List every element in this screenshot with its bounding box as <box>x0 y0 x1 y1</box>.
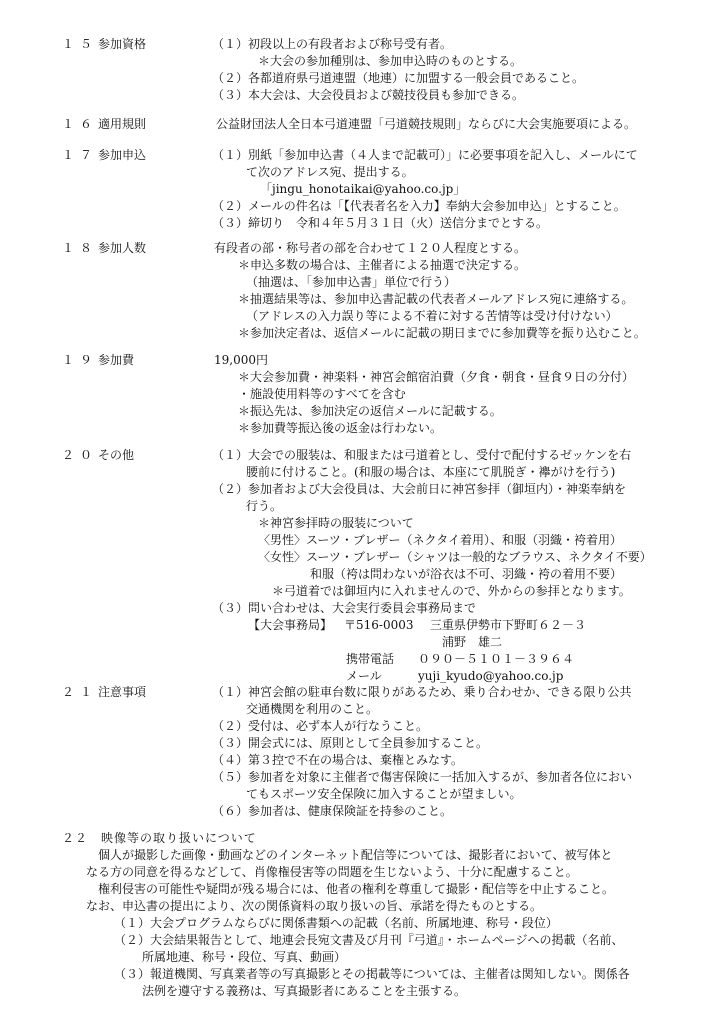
body-line: て次のアドレス宛、提出する。 <box>246 165 414 179</box>
body-line: 〈男性〉スーツ・ブレザー（ネクタイ着用）、和服（羽織・袴着用） <box>258 533 622 547</box>
body-line: （３）開会式には、原則として全員参加すること。 <box>212 736 489 750</box>
section-heading: 注意事項 <box>98 685 147 699</box>
section-heading: 参加申込 <box>98 148 147 162</box>
contact-mail-row <box>212 668 672 685</box>
section-heading: 参加費 <box>98 353 135 367</box>
section-22-media <box>62 830 702 1000</box>
body-line: ＊大会の参加種別は、参加申込時のものとする。 <box>258 54 523 68</box>
section-heading: 参加資格 <box>98 37 147 51</box>
body-line: （２）参加者および大会役員は、大会前日に神宮参拝（御垣内）・神楽奉納を <box>212 482 627 496</box>
contact-phone-row <box>212 651 672 668</box>
postal-code: 〒516-0003 <box>344 618 414 632</box>
body-line: 法例を遵守する義務は、写真撮影者にあることを主張する。 <box>142 984 467 998</box>
body-line: （２）メールの件名は「【代表者名を入力】奉納大会参加申込」とすること。 <box>212 199 626 213</box>
body-line: ＊振込先は、参加決定の返信メールに記載する。 <box>238 404 502 418</box>
body-line: （５）参加者を対象に主催者で傷害保険に一括加入するが、参加者各位におい <box>212 770 633 784</box>
body-line: ＊参加決定者は、返信メールに記載の期日までに参加費等を振り込むこと。 <box>238 326 646 340</box>
body-line: 所属地連、称号・段位、写真、動画） <box>142 950 347 964</box>
section-number: １９ <box>62 353 99 367</box>
body-line: （４）第３控で不在の場合は、棄権とみなす。 <box>212 753 464 767</box>
email-address: 「jingu_honotaikai@yahoo.co.jp」 <box>260 182 466 196</box>
office-label: 【大会事務局】 <box>248 618 333 632</box>
section-body <box>212 116 672 133</box>
section-body <box>212 240 672 342</box>
section-number: １５ <box>62 37 99 51</box>
section-heading: ２２ 映像等の取り扱いについて <box>62 831 257 845</box>
body-line: （３）締切り 令和４年５月３１日（火）送信分までとする。 <box>212 216 549 230</box>
section-number: １７ <box>62 148 99 162</box>
body-line: 権利侵害の可能性や疑問が残る場合には、他者の権利を尊重して撮影・配信等を中止すること。 <box>98 882 615 896</box>
body-line: （１）大会での服装は、和服または弓道着とし、受付で配付するゼッケンを右 <box>212 448 632 462</box>
body-line: （抽選は、「参加申込書」単位で行う） <box>246 275 457 289</box>
contact-office-row <box>212 617 672 634</box>
body-line: 交通機関を利用のこと。 <box>246 702 379 716</box>
mail-label: メール <box>346 669 382 683</box>
body-line: （アドレスの入力誤り等による不着に対する苦情等は受け付けない） <box>246 309 618 323</box>
section-body <box>212 447 672 685</box>
body-line: （２）大会結果報告として、地連会長宛文書及び月刊『弓道』・ホームページへの掲載（名前、 <box>114 933 624 947</box>
body-line: ＊抽選結果等は、参加申込書記載の代表者メールアドレス宛に連絡する。 <box>238 292 634 306</box>
section-body <box>212 684 672 820</box>
body-line: ＊弓道着では御垣内に入れませんので、外からの参拝となります。 <box>272 584 631 598</box>
body-line: （１）大会プログラムならびに関係書類への記載（名前、所属地連、称号・段位） <box>114 916 558 930</box>
office-address: 三重県伊勢市下野町６２－３ <box>430 618 587 632</box>
fee-amount: 19,000円 <box>214 353 268 367</box>
body-line: 有段者の部・称号者の部を合わせて１２０人程度とする。 <box>214 241 527 255</box>
section-number: ２０ <box>62 448 99 462</box>
body-line: （２）受付は、必ず本人が行なうこと。 <box>212 719 429 733</box>
body-line: ＊大会参加費・神楽料・神宮会館宿泊費（夕食・朝食・昼食９日の分付） <box>238 370 635 384</box>
body-line: 〈女性〉スーツ・ブレザー（シャツは一般的なブラウス、ネクタイ不要） <box>258 550 652 564</box>
body-line: ＊申込多数の場合は、主催者による抽選で決定する。 <box>238 258 527 272</box>
phone-number: ０９０－５１０１－３９６４ <box>418 652 575 666</box>
section-number: １８ <box>62 241 99 255</box>
body-line: ＊参加費等振込後の返金は行わない。 <box>238 421 443 435</box>
contact-name-row <box>212 634 672 651</box>
body-line: なお、申込書の提出により、次の関係資料の取り扱いの旨、承諾を得たものとする。 <box>86 899 543 913</box>
body-line: （３）本大会は、大会役員および競技役員も参加できる。 <box>212 88 525 102</box>
body-line: （３）報道機関、写真業者等の写真撮影とその掲載等については、主催者は関知しない。関係各 <box>114 967 630 981</box>
body-line: 公益財団法人全日本弓道連盟「弓道競技規則」ならびに大会実施要項による。 <box>216 117 637 131</box>
body-line: ・施設使用料等のすべてを含む <box>238 387 406 401</box>
phone-label: 携帯電話 <box>346 652 395 666</box>
section-heading: 参加人数 <box>98 241 147 255</box>
body-line: 個人が撮影した画像・動画などのインターネット配信等については、撮影者において、被写体と <box>98 848 613 862</box>
section-body <box>212 147 672 232</box>
body-line: （１）初段以上の有段者および称号受有者。 <box>212 37 453 51</box>
mail-address: yuji_kyudo@yahoo.co.jp <box>418 669 564 683</box>
body-line: なる方の同意を得るなどして、肖像権侵害等の問題を生じないよう、十分に配慮すること。 <box>86 865 578 879</box>
section-heading: 適用規則 <box>98 117 147 131</box>
contact-name: 浦野 雄二 <box>442 635 503 649</box>
body-line: ＊神宮参拝時の服装について <box>258 516 414 530</box>
body-line: （１）別紙「参加申込書（４人まで記載可）」に必要事項を記入し、メールにて <box>212 148 638 162</box>
section-body <box>212 36 672 104</box>
section-number: ２１ <box>62 685 99 699</box>
section-body <box>212 352 672 437</box>
section-heading: その他 <box>98 448 135 462</box>
body-line: （１）神宮会館の駐車台数に限りがあるため、乗り合わせか、できる限り公共 <box>212 685 632 699</box>
body-line: （３）問い合わせは、大会実行委員会事務局まで <box>212 601 477 615</box>
body-line: てもスポーツ安全保険に加入することが望ましい。 <box>246 787 522 801</box>
body-line: （６）参加者は、健康保険証を持参のこと。 <box>212 804 453 818</box>
body-line: 行う。 <box>246 499 283 513</box>
body-line: （２）各都道府県弓道連盟（地連）に加盟する一般会員であること。 <box>212 71 585 85</box>
body-line: 腰前に付けること。(和服の場合は、本座にて肌脱ぎ・襷がけを行う) <box>246 465 616 479</box>
body-line: 和服（袴は問わないが浴衣は不可、羽織・袴の着用不要） <box>310 567 623 581</box>
section-number: １６ <box>62 117 99 131</box>
